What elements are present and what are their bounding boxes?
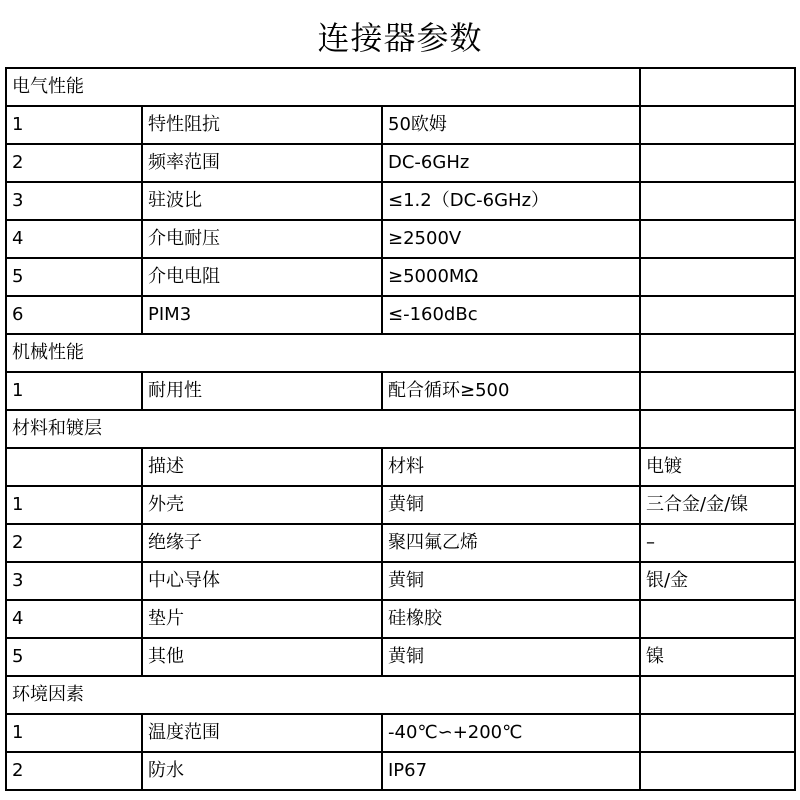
table-row [6,714,795,752]
row-number: 2 [6,752,142,790]
parameter-value: ≥5000MΩ [382,258,640,296]
column-header-material: 材料 [382,448,640,486]
table-row [6,220,795,258]
table-row [6,144,795,182]
table-row [6,638,795,676]
table-row [6,486,795,524]
parameter-name: 耐用性 [142,372,382,410]
parameter-name: 介电电阻 [142,258,382,296]
empty-cell [640,676,795,714]
table-row [6,752,795,790]
parameter-name: 介电耐压 [142,220,382,258]
empty-cell [640,410,795,448]
page-title: 连接器参数 [317,19,483,57]
section-header-row [6,334,795,372]
section-header-row [6,676,795,714]
parameter-name: 驻波比 [142,182,382,220]
parameter-value: -40℃∽+200℃ [382,714,640,752]
parameter-name: 防水 [142,752,382,790]
table-row [6,524,795,562]
part-material: 黄铜 [382,638,640,676]
section-header-row [6,68,795,106]
empty-cell [640,220,795,258]
empty-cell [640,714,795,752]
table-row [6,372,795,410]
table-row [6,182,795,220]
section-mechanical-header: 机械性能 [6,334,640,372]
part-material: 聚四氟乙烯 [382,524,640,562]
row-number: 3 [6,182,142,220]
empty-cell [640,372,795,410]
row-number: 1 [6,372,142,410]
part-plating: 银/金 [640,562,795,600]
table-row [6,562,795,600]
column-header-description: 描述 [142,448,382,486]
empty-cell [640,296,795,334]
table-row [6,258,795,296]
row-number: 3 [6,562,142,600]
parameter-name: 温度范围 [142,714,382,752]
part-description: 绝缘子 [142,524,382,562]
table-row [6,600,795,638]
part-plating: 镍 [640,638,795,676]
parameter-value: 配合循环≥500 [382,372,640,410]
row-number: 1 [6,106,142,144]
section-header-row [6,410,795,448]
empty-cell [640,182,795,220]
row-number: 5 [6,638,142,676]
row-number: 1 [6,486,142,524]
empty-cell [640,106,795,144]
row-number: 5 [6,258,142,296]
row-number: 4 [6,220,142,258]
parameter-name: 特性阻抗 [142,106,382,144]
section-environmental-header: 环境因素 [6,676,640,714]
part-description: 垫片 [142,600,382,638]
row-number: 2 [6,524,142,562]
section-electrical-header: 电气性能 [6,68,640,106]
part-description: 其他 [142,638,382,676]
empty-cell [640,258,795,296]
table-row [6,106,795,144]
part-plating: 三合金/金/镍 [640,486,795,524]
empty-cell [640,752,795,790]
empty-cell [6,448,142,486]
row-number: 6 [6,296,142,334]
parameter-name: 频率范围 [142,144,382,182]
empty-cell [640,144,795,182]
parameter-value: ≤-160dBc [382,296,640,334]
table-row [6,296,795,334]
part-material: 黄铜 [382,486,640,524]
row-number: 4 [6,600,142,638]
parameter-value: ≤1.2（DC-6GHz） [382,182,640,220]
row-number: 2 [6,144,142,182]
part-plating [640,600,795,638]
column-header-row [6,448,795,486]
parameter-value: 50欧姆 [382,106,640,144]
part-description: 外壳 [142,486,382,524]
parameter-name: PIM3 [142,296,382,334]
parameter-value: ≥2500V [382,220,640,258]
part-description: 中心导体 [142,562,382,600]
connector-parameters-table [5,67,796,791]
row-number: 1 [6,714,142,752]
parameter-value: DC-6GHz [382,144,640,182]
parameter-value: IP67 [382,752,640,790]
column-header-plating: 电镀 [640,448,795,486]
part-plating: – [640,524,795,562]
empty-cell [640,334,795,372]
empty-cell [640,68,795,106]
part-material: 黄铜 [382,562,640,600]
part-material: 硅橡胶 [382,600,640,638]
section-materials-header: 材料和镀层 [6,410,640,448]
